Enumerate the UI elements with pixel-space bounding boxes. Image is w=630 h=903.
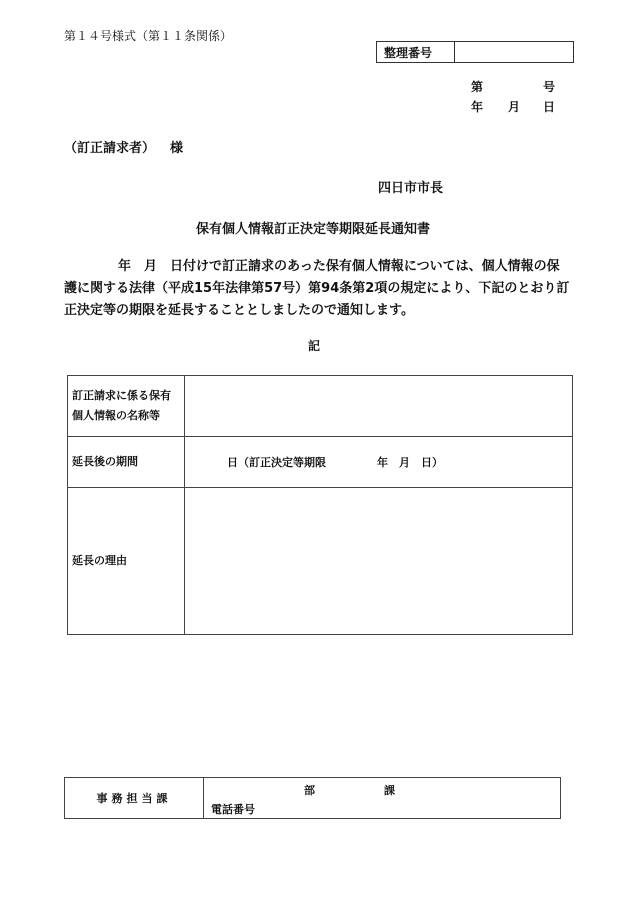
date-year: 年 bbox=[471, 100, 484, 114]
office-table bbox=[64, 777, 561, 819]
table-row bbox=[68, 437, 573, 488]
addressee-label: （訂正請求者） bbox=[64, 141, 156, 156]
info-name-label-text: 訂正請求に係る保有個人情報の名称等 bbox=[72, 389, 171, 422]
reference-number-field[interactable] bbox=[455, 42, 573, 62]
reference-number-box bbox=[376, 41, 574, 63]
number-prefix: 第 bbox=[471, 80, 484, 94]
issuer-name: 四日市市長 bbox=[378, 181, 444, 196]
addressee-honorific: 様 bbox=[170, 141, 184, 156]
section-label: 課 bbox=[384, 784, 395, 797]
notice-body bbox=[64, 256, 584, 322]
extension-day-text: 日（訂正決定等期限 bbox=[227, 456, 326, 469]
table-row bbox=[68, 376, 573, 437]
table-row bbox=[65, 778, 561, 819]
body-line: 年 月 日付けで訂正請求のあった保有個人情報については、個人情報の保 bbox=[118, 259, 560, 274]
number-suffix: 号 bbox=[543, 80, 556, 94]
table-row bbox=[68, 488, 573, 635]
ki-marker: 記 bbox=[308, 339, 321, 353]
document-title: 保有個人情報訂正決定等期限延長通知書 bbox=[196, 222, 431, 237]
extension-deadline-text: 年 月 日） bbox=[377, 456, 443, 469]
form-number: 第１４号様式（第１１条関係） bbox=[64, 29, 233, 43]
info-name-label bbox=[68, 376, 185, 437]
office-details bbox=[204, 778, 561, 819]
date-day: 日 bbox=[543, 100, 556, 114]
phone-label: 電話番号 bbox=[211, 803, 255, 816]
office-label: 事務担当課 bbox=[65, 778, 204, 819]
extension-reason-label: 延長の理由 bbox=[68, 488, 185, 635]
extension-reason-field[interactable] bbox=[185, 488, 573, 635]
detail-table bbox=[67, 375, 573, 635]
department-label: 部 bbox=[304, 784, 315, 797]
extension-period-label: 延長後の期間 bbox=[68, 437, 185, 488]
reference-number-label: 整理番号 bbox=[377, 42, 455, 62]
date-month: 月 bbox=[508, 100, 521, 114]
body-line: 護に関する法律（平成15年法律第57号）第94条第2項の規定により、下記のとおり訂 bbox=[64, 281, 570, 296]
body-line: 正決定等の期限を延長することとしましたので通知します。 bbox=[64, 303, 414, 318]
info-name-field[interactable] bbox=[185, 376, 573, 437]
extension-period-field[interactable] bbox=[185, 437, 573, 488]
